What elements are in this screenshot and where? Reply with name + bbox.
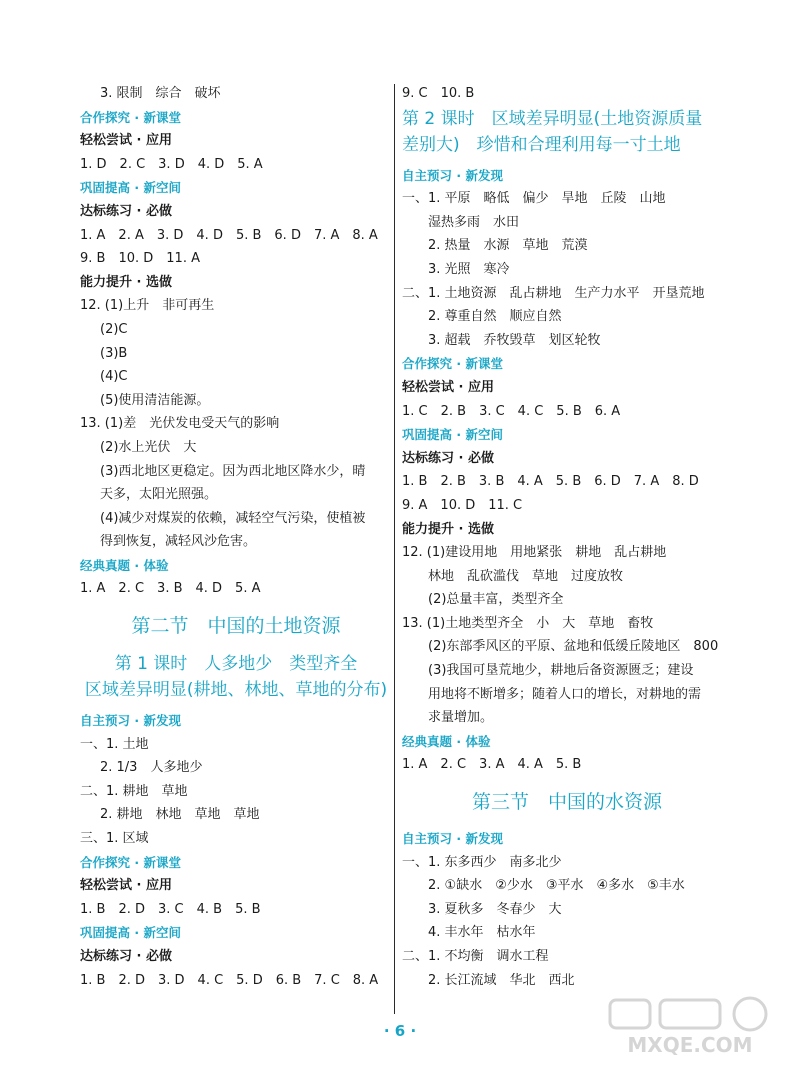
section-heading: 经典真题 · 体验 (402, 733, 491, 749)
answer-line: 2. ①缺水 ②少水 ③平水 ④多水 ⑤丰水 (428, 878, 685, 894)
section-heading: 自主预习 · 新发现 (402, 831, 503, 847)
answer-line: 3. 光照 寒冷 (428, 261, 510, 277)
subsection-label: 能力提升 · 选做 (80, 274, 172, 290)
answer-line: 1. A 2. C 3. B 4. D 5. A (80, 581, 261, 597)
section-heading: 合作探究 · 新课堂 (80, 854, 181, 870)
right-column (402, 82, 732, 992)
answer-line: 3. 夏秋多 冬春少 大 (428, 901, 562, 917)
answer-line: 13. (1)差 光伏发电受天气的影响 (80, 416, 280, 432)
subsection-label: 达标练习 · 必做 (80, 203, 172, 219)
section-heading: 合作探究 · 新课堂 (80, 109, 181, 125)
answer-line: 9. A 10. D 11. C (402, 497, 523, 513)
subsection-label: 能力提升 · 选做 (402, 521, 494, 537)
chapter-title: 第三节 中国的水资源 (471, 791, 662, 814)
answer-line: 3. 限制 综合 破坏 (100, 86, 221, 101)
section-heading: 巩固提高 · 新空间 (402, 427, 503, 443)
watermark-logo-icon (600, 994, 780, 1058)
answer-line: 3. 超载 乔牧毁草 划区轮牧 (428, 332, 601, 348)
answer-line: 2. 长江流域 华北 西北 (428, 972, 575, 988)
subsection-label: 轻松尝试 · 应用 (402, 379, 494, 395)
answer-line: (2)总量丰富，类型齐全 (428, 592, 564, 608)
answer-line: 二、1. 土地资源 乱占耕地 生产力水平 开垦荒地 (402, 285, 705, 301)
answer-line: (5)使用清洁能源。 (100, 392, 210, 408)
answer-line: 1. A 2. C 3. A 4. A 5. B (402, 757, 582, 773)
subsection-label: 达标练习 · 必做 (80, 949, 172, 964)
answer-line: 2. 1/3 人多地少 (100, 760, 203, 776)
answer-line: 13. (1)土地类型齐全 小 大 草地 畜牧 (402, 615, 654, 631)
answer-line: 二、1. 耕地 草地 (80, 783, 188, 799)
answer-line: 天多，太阳光照强。 (100, 487, 218, 503)
answer-line: 2. 耕地 林地 草地 草地 (100, 807, 260, 823)
answer-line: (2)C (100, 321, 128, 337)
answer-line: 湿热多雨 水田 (428, 214, 520, 230)
subsection-label: 轻松尝试 · 应用 (80, 878, 172, 894)
answer-line: 4. 丰水年 枯水年 (428, 925, 536, 941)
answer-line: 12. (1)建设用地 用地紧张 耕地 乱占耕地 (402, 545, 667, 561)
answer-line: 一、1. 东多西少 南多北少 (402, 854, 562, 870)
answer-line: 林地 乱砍滥伐 草地 过度放牧 (428, 568, 624, 584)
subsection-label: 轻松尝试 · 应用 (80, 133, 172, 149)
lesson-title: 第 2 课时 区域差异明显(土地资源质量 (402, 108, 703, 129)
chapter-title: 第二节 中国的土地资源 (131, 615, 341, 638)
answer-line: (4)C (100, 369, 128, 385)
answer-line: 一、1. 土地 (80, 736, 149, 752)
answer-line: (2)东部季风区的平原、盆地和低缓丘陵地区 800 (428, 639, 719, 655)
answer-line: 1. B 2. B 3. B 4. A 5. B 6. D 7. A 8. D (402, 474, 699, 490)
answer-line: (3)B (100, 345, 128, 361)
section-heading: 经典真题 · 体验 (80, 557, 169, 573)
answer-line: (2)水上光伏 大 (100, 439, 197, 455)
answer-line: (4)减少对煤炭的依赖，减轻空气污染，使植被 (100, 510, 366, 526)
section-heading: 巩固提高 · 新空间 (80, 925, 181, 941)
lesson-title: 区域差异明显(耕地、林地、草地的分布) (84, 680, 388, 701)
answer-line: 1. D 2. C 3. D 4. D 5. A (80, 156, 263, 172)
answer-line: 1. B 2. D 3. D 4. C 5. D 6. B 7. C 8. A (80, 972, 379, 988)
answer-line: 9. B 10. D 11. A (80, 251, 200, 267)
left-column (80, 82, 392, 992)
page-number: · 6 · (383, 1022, 417, 1040)
section-heading: 自主预习 · 新发现 (402, 167, 503, 183)
watermark-text: MXQE.COM (627, 1033, 753, 1057)
answer-line: 1. B 2. D 3. C 4. B 5. B (80, 901, 261, 917)
lesson-title: 第 1 课时 人多地少 类型齐全 (114, 654, 358, 675)
section-heading: 合作探究 · 新课堂 (402, 356, 503, 372)
section-heading: 巩固提高 · 新空间 (80, 180, 181, 196)
answer-line: 一、1. 平原 略低 偏少 旱地 丘陵 山地 (402, 191, 666, 207)
lesson-title: 差别大) 珍惜和合理利用每一寸土地 (402, 134, 681, 155)
section-heading: 自主预习 · 新发现 (80, 713, 181, 729)
answer-line: 2. 热量 水源 草地 荒漠 (428, 238, 588, 254)
answer-line: 二、1. 不均衡 调水工程 (402, 949, 549, 964)
subsection-label: 达标练习 · 必做 (402, 450, 494, 466)
answer-line: (3)我国可垦荒地少，耕地后备资源匮乏；建设 (428, 663, 694, 679)
answer-line: 得到恢复，减轻风沙危害。 (100, 534, 257, 550)
answer-line: 求量增加。 (428, 710, 494, 726)
answer-line: 9. C 10. B (402, 86, 475, 101)
answer-line: (3)西北地区更稳定。因为西北地区降水少，晴 (100, 463, 366, 479)
answer-line: 1. A 2. A 3. D 4. D 5. B 6. D 7. A 8. A (80, 227, 378, 243)
answer-line: 1. C 2. B 3. C 4. C 5. B 6. A (402, 403, 621, 419)
column-divider (394, 84, 395, 1014)
answer-line: 三、1. 区域 (80, 831, 149, 847)
answer-line: 用地将不断增多；随着人口的增长，对耕地的需 (428, 686, 702, 702)
answer-line: 2. 尊重自然 顺应自然 (428, 309, 562, 325)
answer-line: 12. (1)上升 非可再生 (80, 298, 215, 314)
